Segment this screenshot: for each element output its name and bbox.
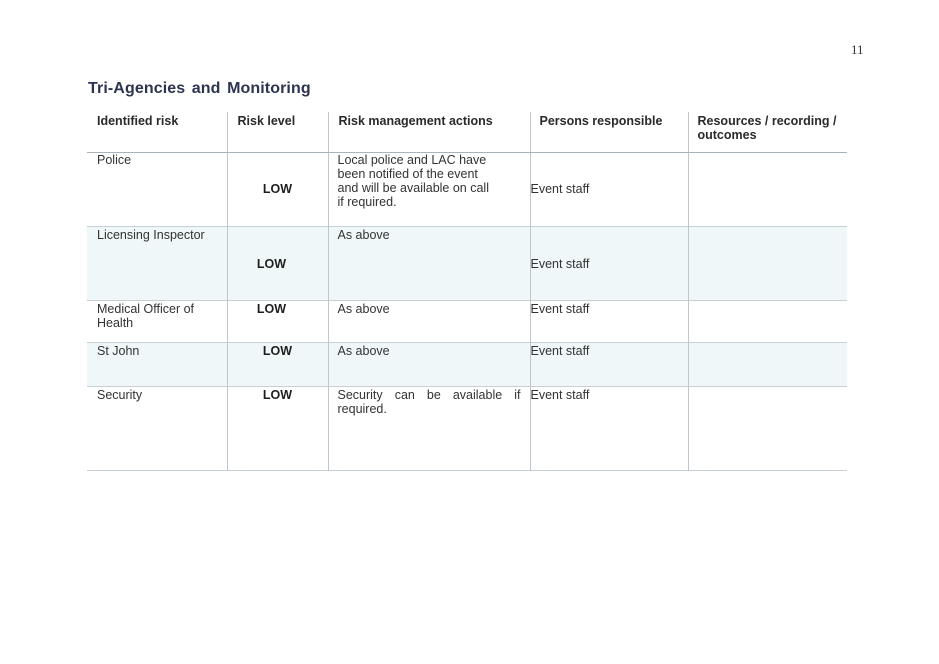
risk-cell: Police (87, 152, 227, 226)
persons-cell: Event staff (530, 300, 688, 342)
table-header-row (87, 112, 847, 152)
header-resources: Resources / recording / outcomes (688, 112, 847, 152)
header-persons-responsible: Persons responsible (530, 112, 688, 152)
risk-text: Medical Officer of Health (97, 301, 195, 330)
table-row (87, 300, 847, 342)
risk-level-value: LOW (262, 387, 293, 402)
resources-cell (688, 226, 847, 300)
actions-cell (328, 152, 530, 226)
risk-cell: Licensing Inspector (87, 226, 227, 300)
actions-text: Local police and LAC have been notified of the event and will be available on call if required. (337, 152, 489, 209)
risk-cell: Security (87, 386, 227, 470)
risk-level-cell (227, 342, 328, 386)
resources-cell (688, 152, 847, 226)
risk-level-cell (227, 386, 328, 470)
header-risk-management-actions: Risk management actions (328, 112, 530, 152)
resources-cell (688, 386, 847, 470)
risk-level-cell (227, 300, 328, 342)
actions-cell: As above (328, 342, 530, 386)
table-row (87, 226, 847, 300)
page-number: 11 (851, 42, 864, 57)
risk-table (87, 112, 847, 471)
persons-cell: Event staff (530, 342, 688, 386)
table-row (87, 342, 847, 386)
resources-cell (688, 300, 847, 342)
table-row (87, 386, 847, 470)
table-row (87, 152, 847, 226)
header-risk-level: Risk level (227, 112, 328, 152)
risk-level-value: LOW (262, 181, 293, 196)
risk-level-cell (227, 226, 328, 300)
actions-cell: As above (328, 226, 530, 300)
risk-level-value: LOW (262, 343, 293, 358)
header-identified-risk: Identified risk (87, 112, 227, 152)
risk-level-value: LOW (256, 256, 287, 271)
risk-level-value: LOW (256, 301, 287, 316)
risk-level-cell (227, 152, 328, 226)
risk-cell: St John (87, 342, 227, 386)
persons-cell: Event staff (530, 152, 688, 226)
resources-cell (688, 342, 847, 386)
actions-cell: Security can be available if required. (328, 386, 530, 470)
persons-cell: Event staff (530, 226, 688, 300)
persons-cell: Event staff (530, 386, 688, 470)
risk-cell (87, 300, 227, 342)
section-title: Tri-Agencies and Monitoring (88, 80, 311, 97)
actions-cell: As above (328, 300, 530, 342)
